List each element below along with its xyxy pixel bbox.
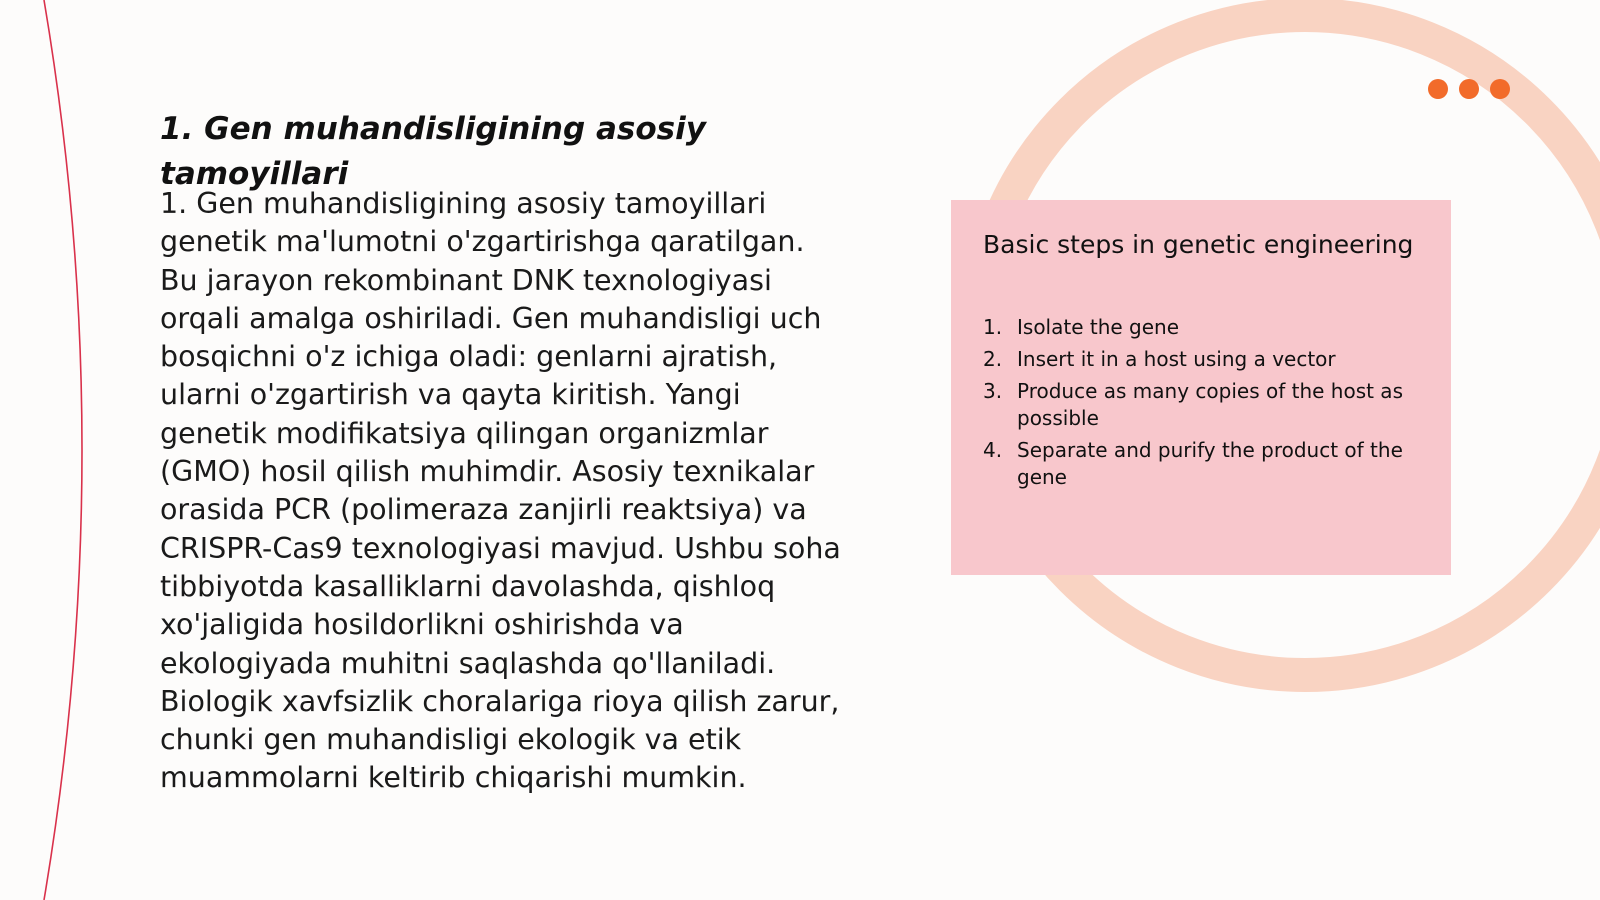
three-dots-icon — [1428, 79, 1510, 99]
step-item — [983, 346, 1421, 373]
step-text: Produce as many copies of the host as possible — [1017, 379, 1403, 430]
dot-1 — [1428, 79, 1448, 99]
step-number: 3. — [983, 379, 1003, 403]
card-title: Basic steps in genetic engineering — [983, 230, 1414, 259]
step-number: 4. — [983, 438, 1003, 462]
step-number: 2. — [983, 347, 1003, 371]
step-text: Separate and purify the product of the gene — [1017, 438, 1403, 489]
dot-2 — [1459, 79, 1479, 99]
slide-title: 1. Gen muhandisligining asosiy tamoyillari — [160, 111, 706, 192]
steps-card — [951, 200, 1451, 575]
slide-body-text: 1. Gen muhandisligining asosiy tamoyillari genetik ma'lumotni o'zgartirishga qaratilgan. Bu jarayon rekombinant DNK texnologiyasi orqali amalga oshiriladi. Gen muhandisligi uch bosqichni o'z ichiga oladi: genlarni ajratish, ularni o'zgartirish va qayta kiritish. Yangi genetik modifikatsiya qilingan organizmlar (GMO) hosil qilish muhimdir. Asosiy texnikalar orasida PCR (polimeraza zanjirli reaktsiya) va CRISPR-Cas9 texnologiyasi mavjud. Ushbu soha tibbiyotda kasalliklarni davolashda, qishloq xo'jaligida hosildorlikni oshirishda va ekologiyada muhitni saqlashda qo'llaniladi. Biologik xavfsizlik choralariga rioya qilish zarur, chunki gen muhandisligi ekologik va etik muammolarni keltirib chiqarishi mumkin. — [160, 187, 841, 795]
step-item — [983, 437, 1421, 491]
step-text: Isolate the gene — [1017, 315, 1180, 339]
step-item — [983, 314, 1421, 341]
step-number: 1. — [983, 315, 1003, 339]
step-item — [983, 378, 1421, 432]
steps-list — [983, 314, 1421, 491]
step-text: Insert it in a host using a vector — [1017, 347, 1336, 371]
decorative-curve-line — [44, 0, 82, 900]
dot-3 — [1490, 79, 1510, 99]
